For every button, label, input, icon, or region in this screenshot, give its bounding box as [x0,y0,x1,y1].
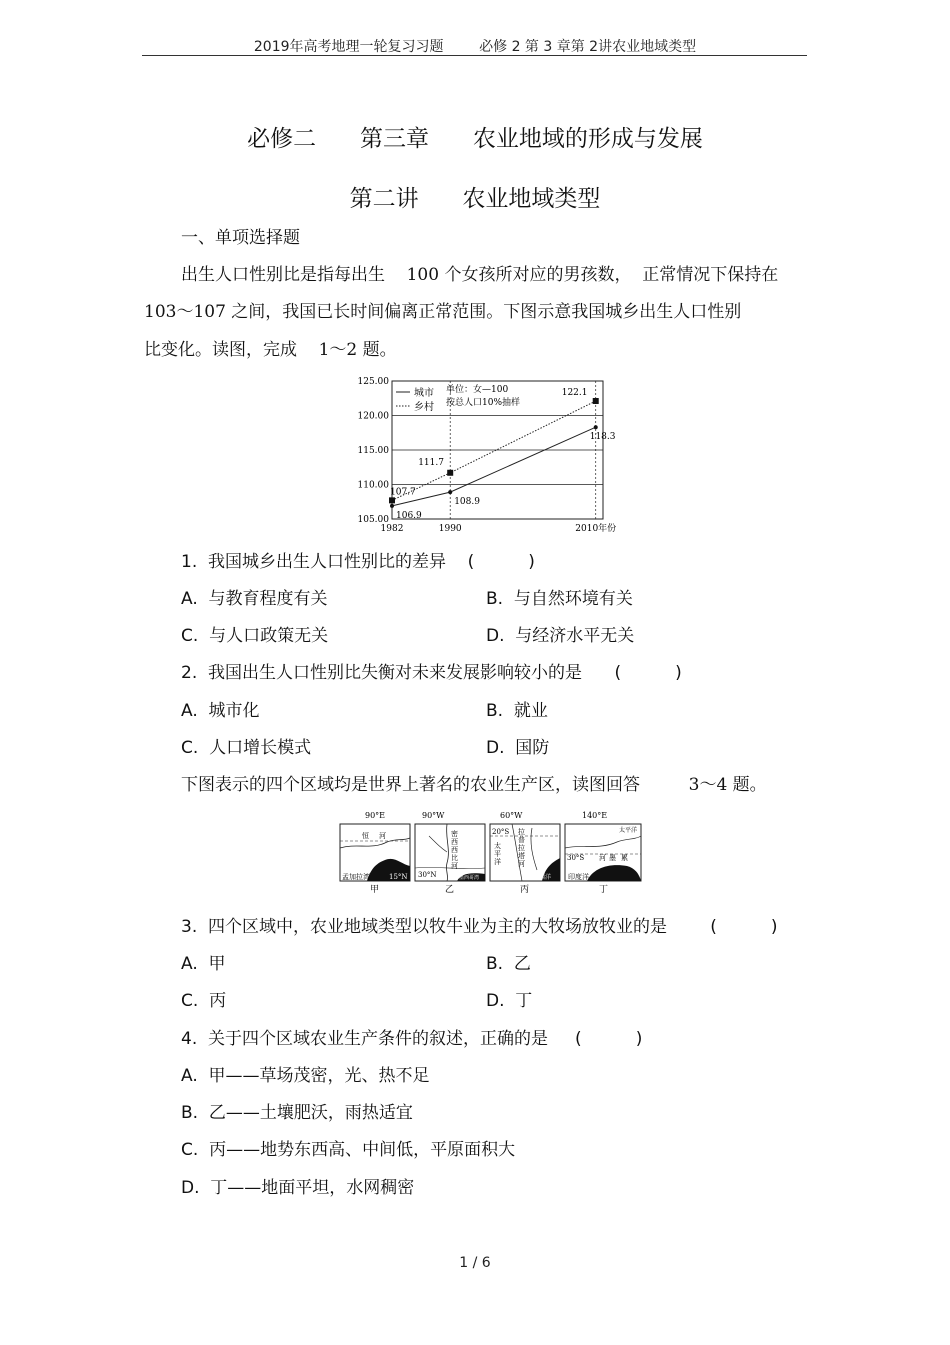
data-point-urban [594,425,598,429]
map-ding-label-4: 墨 [609,854,616,862]
q1-stem: 1. 我国城乡出生人口性别比的差异 ( ) [181,552,535,572]
data-label: 107.7 [390,487,416,498]
map-yi-label-5: 河 [451,862,458,870]
map-ding-label-3: 河 [599,854,606,862]
legend [396,383,520,413]
intro-line-1: 出生人口性别比是指每出生 100 个女孩所对应的男孩数， 正常情况下保持在 [181,265,779,285]
gridlines [392,416,603,485]
map-panel-bing [490,811,560,895]
map-yi-top-label: 90°W [422,811,445,820]
map-ding-name: 丁 [599,885,609,895]
map-yi-label-3: 西 [451,846,458,854]
q3-option-a: A. 甲 [181,954,226,974]
map-yi-label-2: 西 [451,838,458,846]
q1-option-b: B. 与自然环境有关 [486,589,633,609]
q3-option-b: B. 乙 [486,954,531,974]
map-bing-label-2: 拉 [518,828,525,836]
map-bing-label-6: 河 [518,860,525,868]
x-tick-label: 2010年份 [575,524,617,534]
header-divider [142,55,807,56]
y-tick-label: 110.00 [357,480,389,491]
map-bing-label-3: 普 [518,836,525,844]
map-bing-label-4: 拉 [518,844,525,852]
map-panel-ding [565,811,641,895]
map-jia-top-label: 90°E [365,811,386,820]
map-bing-label-7: 太 [494,842,501,850]
legend-note-sample: 按总人口10%抽样 [446,398,521,408]
series-lines [389,398,599,508]
q3-option-d: D. 丁 [486,991,533,1011]
map-jia-label-3: 孟加拉湾 [342,873,370,881]
lecture-title: 第二讲 农业地域类型 [349,186,601,212]
map-panel-yi [415,811,485,895]
map-yi-label-7: 墨西哥湾 [459,875,480,881]
data-label: 122.1 [561,388,588,399]
q2-stem: 2. 我国出生人口性别比失衡对未来发展影响较小的是 ( ) [181,663,682,683]
x-tick-label: 1982 [380,524,404,534]
data-label: 118.3 [589,432,616,443]
q2-option-b: B. 就业 [486,701,548,721]
y-tick-label: 125.00 [357,377,389,387]
chapter-title: 必修二 第三章 农业地域的形成与发展 [247,126,703,152]
sex-ratio-chart [354,373,626,535]
map-panel-jia [340,811,410,895]
page-number: 1 / 6 [459,1255,491,1271]
map-yi-label-6: 30°N [418,871,437,879]
map-ding-label-2: 30°S [567,854,585,862]
section-heading: 一、单项选择题 [181,228,300,248]
q3-option-c: C. 丙 [181,991,227,1011]
data-point-rural [593,398,599,404]
q4-option-b: B. 乙——土壤肥沃，雨热适宜 [181,1103,413,1123]
page-header: 2019年高考地理一轮复习习题 必修 2 第 3 章第 2讲农业地域类型 [253,39,697,55]
q2-option-c: C. 人口增长模式 [181,738,312,758]
legend-note-unit: 单位：女—100 [446,385,509,395]
y-tick-label: 105.00 [357,515,389,525]
region-maps [337,808,647,898]
map-ding-label-5: 累 [621,854,628,862]
map-jia-name: 甲 [370,885,380,895]
y-tick-label: 115.00 [357,446,389,456]
intro-line-2: 103～107 之间，我国已长时间偏离正常范围。下图示意我国城乡出生人口性别 [144,302,742,322]
x-tick-label: 1990 [438,524,462,534]
map-ding-label-1: 太平洋 [619,827,638,834]
q3-stem: 3. 四个区域中，农业地域类型以牧牛业为主的大牧场放牧业的是 ( ) [181,917,778,937]
map-ding-label-6: 印度洋 [568,873,589,881]
map-jia-label-1: 恒 [362,832,369,840]
map-yi-label-1: 密 [451,830,458,838]
y-axis-ticks [358,377,390,525]
map-ding-top-label: 140°E [582,811,608,820]
data-label: 111.7 [418,457,444,468]
data-point-urban [390,504,394,508]
data-label: 108.9 [454,497,480,508]
data-label: 106.9 [396,510,422,521]
q2-option-a: A. 城市化 [181,701,260,721]
map-jia-label-4: 15°N [389,873,408,881]
legend-label-rural: 乡村 [414,402,434,413]
series-line-rural [392,401,596,500]
y-tick-label: 120.00 [357,411,389,422]
map-jia-label-2: 河 [379,832,386,840]
q1-option-a: A. 与教育程度有关 [181,589,328,609]
map-bing-label-5: 塔 [518,852,525,860]
q2-option-d: D. 国防 [486,738,550,758]
data-point-rural [447,470,453,476]
map-bing-label-9: 洋 [494,858,501,866]
map-yi-label-4: 比 [451,854,458,862]
q1-option-c: C. 与人口政策无关 [181,626,329,646]
q4-option-a: A. 甲——草场茂密，光、热不足 [181,1066,430,1086]
map-yi-name: 乙 [445,885,455,895]
q4-option-c: C. 丙——地势东西高、中间低，平原面积大 [181,1140,516,1160]
map-bing-label-1: 20°S [492,828,510,836]
q4-stem: 4. 关于四个区域农业生产条件的叙述，正确的是 ( ) [181,1029,643,1049]
q4-option-d: D. 丁——地面平坦，水网稠密 [181,1178,415,1198]
map-bing-name: 丙 [520,885,530,895]
intro-2: 下图表示的四个区域均是世界上著名的农业生产区，读图回答 3～4 题。 [181,775,767,795]
map-bing-label-10: 大西洋 [533,874,552,881]
legend-label-urban: 城市 [414,388,434,399]
data-point-rural [389,497,395,503]
map-bing-top-label: 60°W [500,811,523,820]
map-bing-label-8: 平 [494,850,501,858]
q1-option-d: D. 与经济水平无关 [486,626,635,646]
intro-line-3: 比变化。读图，完成 1～2 题。 [144,340,397,360]
data-point-urban [448,490,452,494]
